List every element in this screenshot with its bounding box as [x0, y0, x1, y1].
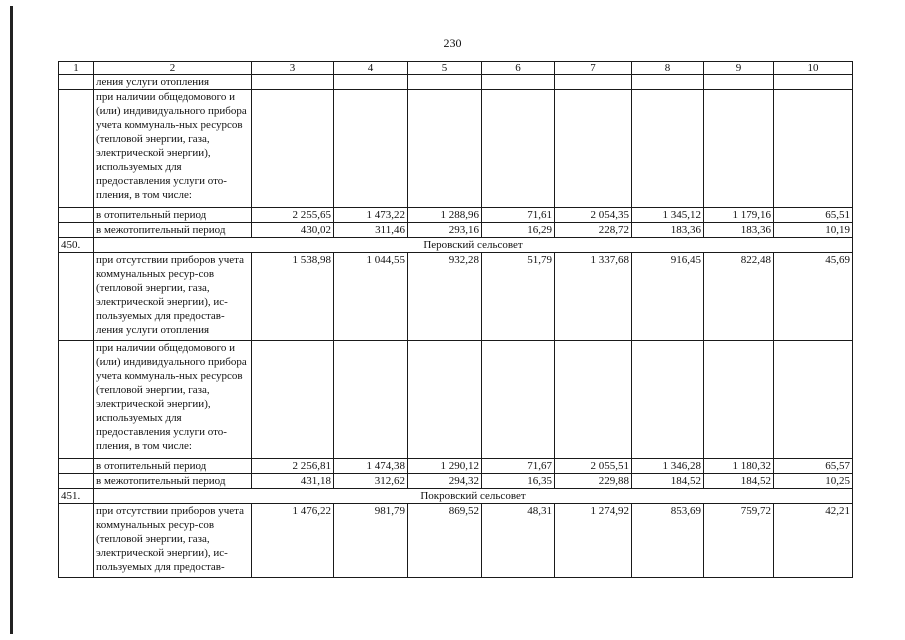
- column-header: 9: [704, 62, 774, 75]
- table-row: [59, 459, 853, 474]
- section-row: [59, 238, 853, 253]
- row-description: при наличии общедомового и (или) индивидуального прибора учета коммуналь-ных ресурсов (тепловой энергии, газа, электрической энергии), используемых для предоставления услуги ото-пления, в том числе:: [94, 90, 252, 208]
- row-label: в межотопительный период: [94, 474, 252, 489]
- table-row: [59, 223, 853, 238]
- value-cell: 71,61: [482, 208, 555, 223]
- value-cell: 311,46: [334, 223, 408, 238]
- value-cell: 1 180,32: [704, 459, 774, 474]
- row-label: в отопительный период: [94, 208, 252, 223]
- row-number: 451.: [59, 489, 94, 504]
- value-cell: 1 337,68: [555, 253, 632, 341]
- column-header: 3: [252, 62, 334, 75]
- value-cell: 759,72: [704, 504, 774, 578]
- value-cell: 1 538,98: [252, 253, 334, 341]
- value-cell: 45,69: [774, 253, 853, 341]
- value-cell: 2 054,35: [555, 208, 632, 223]
- value-cell: 294,32: [408, 474, 482, 489]
- value-cell: 16,35: [482, 474, 555, 489]
- tariff-table: [58, 61, 853, 578]
- table-row: [59, 474, 853, 489]
- table-row: [59, 504, 853, 578]
- value-cell: 1 476,22: [252, 504, 334, 578]
- value-cell: 312,62: [334, 474, 408, 489]
- value-cell: 10,25: [774, 474, 853, 489]
- column-header: 8: [632, 62, 704, 75]
- table-row: [59, 253, 853, 341]
- value-cell: 1 179,16: [704, 208, 774, 223]
- value-cell: 184,52: [632, 474, 704, 489]
- row-number: 450.: [59, 238, 94, 253]
- value-cell: 869,52: [408, 504, 482, 578]
- row-label: при отсутствии приборов учета коммунальных ресур-сов (тепловой энергии, газа, электрической энергии), ис-пользуемых для предостав-: [94, 504, 252, 578]
- value-cell: 48,31: [482, 504, 555, 578]
- row-description: ления услуги отопления: [94, 75, 252, 90]
- column-header: 7: [555, 62, 632, 75]
- value-cell: 1 474,38: [334, 459, 408, 474]
- value-cell: 42,21: [774, 504, 853, 578]
- table-row: [59, 341, 853, 459]
- row-description: при наличии общедомового и (или) индивидуального прибора учета коммуналь-ных ресурсов (тепловой энергии, газа, электрической энергии), используемых для предоставления услуги ото-пления, в том числе:: [94, 341, 252, 459]
- value-cell: 1 473,22: [334, 208, 408, 223]
- row-label: при отсутствии приборов учета коммунальных ресур-сов (тепловой энергии, газа, электрической энергии), ис-пользуемых для предостав-ления услуги отопления: [94, 253, 252, 341]
- table-row: [59, 90, 853, 208]
- row-label: в отопительный период: [94, 459, 252, 474]
- column-header: 2: [94, 62, 252, 75]
- table-row: [59, 208, 853, 223]
- value-cell: 916,45: [632, 253, 704, 341]
- value-cell: 981,79: [334, 504, 408, 578]
- column-header: 4: [334, 62, 408, 75]
- value-cell: 228,72: [555, 223, 632, 238]
- value-cell: 184,52: [704, 474, 774, 489]
- page-edge-line: [10, 6, 13, 634]
- value-cell: 10,19: [774, 223, 853, 238]
- value-cell: 1 346,28: [632, 459, 704, 474]
- column-header: 6: [482, 62, 555, 75]
- value-cell: 1 044,55: [334, 253, 408, 341]
- value-cell: 65,57: [774, 459, 853, 474]
- row-label: в межотопительный период: [94, 223, 252, 238]
- value-cell: 183,36: [632, 223, 704, 238]
- value-cell: 2 255,65: [252, 208, 334, 223]
- section-title: Перовский сельсовет: [94, 238, 853, 253]
- table-row: [59, 75, 853, 90]
- value-cell: 71,67: [482, 459, 555, 474]
- value-cell: 932,28: [408, 253, 482, 341]
- column-header: 5: [408, 62, 482, 75]
- column-header: 1: [59, 62, 94, 75]
- value-cell: 51,79: [482, 253, 555, 341]
- value-cell: 1 290,12: [408, 459, 482, 474]
- column-header: 10: [774, 62, 853, 75]
- value-cell: 430,02: [252, 223, 334, 238]
- value-cell: 16,29: [482, 223, 555, 238]
- value-cell: 822,48: [704, 253, 774, 341]
- value-cell: 229,88: [555, 474, 632, 489]
- value-cell: 1 345,12: [632, 208, 704, 223]
- value-cell: 65,51: [774, 208, 853, 223]
- value-cell: 2 055,51: [555, 459, 632, 474]
- value-cell: 431,18: [252, 474, 334, 489]
- value-cell: 2 256,81: [252, 459, 334, 474]
- column-number-header: [59, 62, 853, 75]
- value-cell: 853,69: [632, 504, 704, 578]
- page-number: 230: [443, 36, 462, 50]
- section-row: [59, 489, 853, 504]
- value-cell: 293,16: [408, 223, 482, 238]
- value-cell: 1 274,92: [555, 504, 632, 578]
- section-title: Покровский сельсовет: [94, 489, 853, 504]
- value-cell: 1 288,96: [408, 208, 482, 223]
- value-cell: 183,36: [704, 223, 774, 238]
